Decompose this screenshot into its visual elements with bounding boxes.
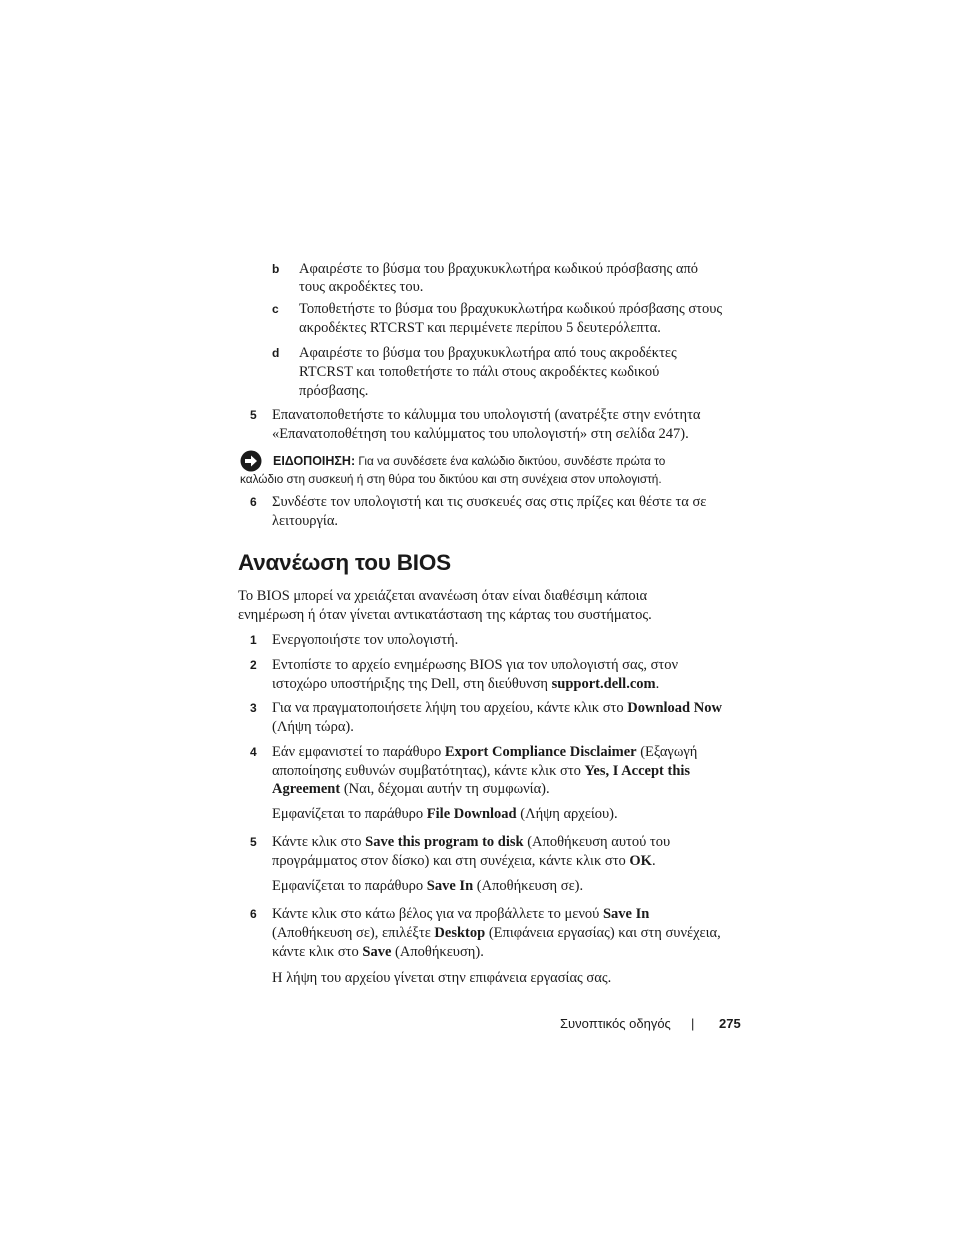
substep-marker: b: [272, 262, 280, 276]
step-6-line1: Συνδέστε τον υπολογιστή και τις συσκευές σας στις πρίζες και θέστε τα σε: [272, 494, 707, 510]
step-marker: 2: [250, 658, 257, 672]
support-url: support.dell.com: [551, 676, 656, 692]
step-marker: 5: [250, 835, 257, 849]
bios-step-6-note: Η λήψη του αρχείου γίνεται στην επιφάνεια εργασίας σας.: [272, 970, 612, 986]
notice-line2: καλώδιο στη συσκευή ή στη θύρα του δικτύου και στη συνέχεια στον υπολογιστή.: [240, 472, 662, 486]
bios-step-4-line2: αποποίησης ευθυνών συμβατότητας), κάντε κλικ στο Yes, I Accept this: [272, 763, 691, 779]
step-marker: 6: [250, 495, 257, 509]
step-5-line1: Επανατοποθετήστε το κάλυμμα του υπολογιστή (ανατρέξτε στην ενότητα: [272, 407, 701, 423]
substep-marker: c: [272, 302, 279, 316]
bios-step-4-line3: Agreement (Ναι, δέχομαι αυτήν τη συμφωνία).: [272, 781, 550, 797]
step-5-line2: «Επανατοποθέτηση του καλύμματος του υπολογιστή» στη σελίδα 247).: [272, 426, 689, 442]
step-marker: 3: [250, 701, 257, 715]
download-now-label: Download Now: [627, 700, 722, 716]
bios-step-6-line1: Κάντε κλικ στο κάτω βέλος για να προβάλλετε το μενού Save In: [272, 906, 650, 922]
footer-separator: |: [691, 1016, 695, 1031]
bios-step-6-line3: κάντε κλικ στο Save (Αποθήκευση).: [272, 944, 484, 960]
substep-d-line3: πρόσβασης.: [299, 383, 369, 399]
page-number: 275: [719, 1016, 741, 1031]
bios-step-2-line2: ιστοχώρο υποστήριξης της Dell, στη διεύθυνση support.dell.com.: [272, 676, 660, 692]
substep-b-line1: Αφαιρέστε το βύσμα του βραχυκυκλωτήρα κωδικού πρόσβασης από: [299, 261, 699, 277]
notice-arrow-icon: [240, 450, 262, 472]
substep-marker: d: [272, 346, 280, 360]
step-marker: 5: [250, 408, 257, 422]
footer-title: Συνοπτικός οδηγός: [560, 1016, 671, 1031]
notice-label: ΕΙΔΟΠΟΙΗΣΗ:: [273, 454, 356, 468]
bios-step-3-line1: Για να πραγματοποιήσετε λήψη του αρχείου, κάντε κλικ στο Download Now: [272, 700, 722, 716]
bios-step-5-note: Εμφανίζεται το παράθυρο Save In (Αποθήκευση σε).: [272, 878, 584, 894]
bios-step-4-note: Εμφανίζεται το παράθυρο File Download (Λήψη αρχείου).: [272, 806, 618, 822]
substep-c-line2: ακροδέκτες RTCRST και περιμένετε περίπου 5 δευτερόλεπτα.: [299, 320, 661, 336]
bios-step-4-line1: Εάν εμφανιστεί το παράθυρο Export Compliance Disclaimer (Εξαγωγή: [272, 744, 698, 760]
notice-line1: Για να συνδέσετε ένα καλώδιο δικτύου, συνδέστε πρώτα το: [358, 454, 666, 468]
bios-step-1-text: Ενεργοποιήστε τον υπολογιστή.: [272, 632, 459, 648]
step-6-line2: λειτουργία.: [272, 513, 339, 529]
intro-line1: Το BIOS μπορεί να χρειάζεται ανανέωση όταν είναι διαθέσιμη κάποια: [238, 588, 648, 604]
step-marker: 4: [250, 745, 257, 759]
step-marker: 6: [250, 907, 257, 921]
bios-step-5-line1: Κάντε κλικ στο Save this program to disk (Αποθήκευση αυτού του: [272, 834, 671, 850]
bios-step-3-line2: (Λήψη τώρα).: [272, 719, 354, 735]
bios-step-2-line1: Εντοπίστε το αρχείο ενημέρωσης BIOS για τον υπολογιστή σας, στον: [272, 657, 679, 673]
substep-c-line1: Τοποθετήστε το βύσμα του βραχυκυκλωτήρα κωδικού πρόσβασης στους: [299, 301, 723, 317]
intro-line2: ενημέρωση ή όταν γίνεται αντικατάσταση της κάρτας του συστήματος.: [238, 607, 652, 623]
bios-step-6-line2: (Αποθήκευση σε), επιλέξτε Desktop (Επιφάνεια εργασίας) και στη συνέχεια,: [272, 925, 721, 941]
bios-step-5-line2: προγράμματος στον δίσκο) και στη συνέχεια, κάντε κλικ στο OK.: [272, 853, 656, 869]
section-heading: Ανανέωση του BIOS: [238, 550, 451, 575]
substep-b-line2: τους ακροδέκτες του.: [299, 279, 424, 295]
substep-d-line2: RTCRST και τοποθετήστε το πάλι στους ακροδέκτες κωδικού: [299, 364, 660, 380]
substep-d-line1: Αφαιρέστε το βύσμα του βραχυκυκλωτήρα από τους ακροδέκτες: [299, 345, 677, 361]
step-marker: 1: [250, 633, 257, 647]
